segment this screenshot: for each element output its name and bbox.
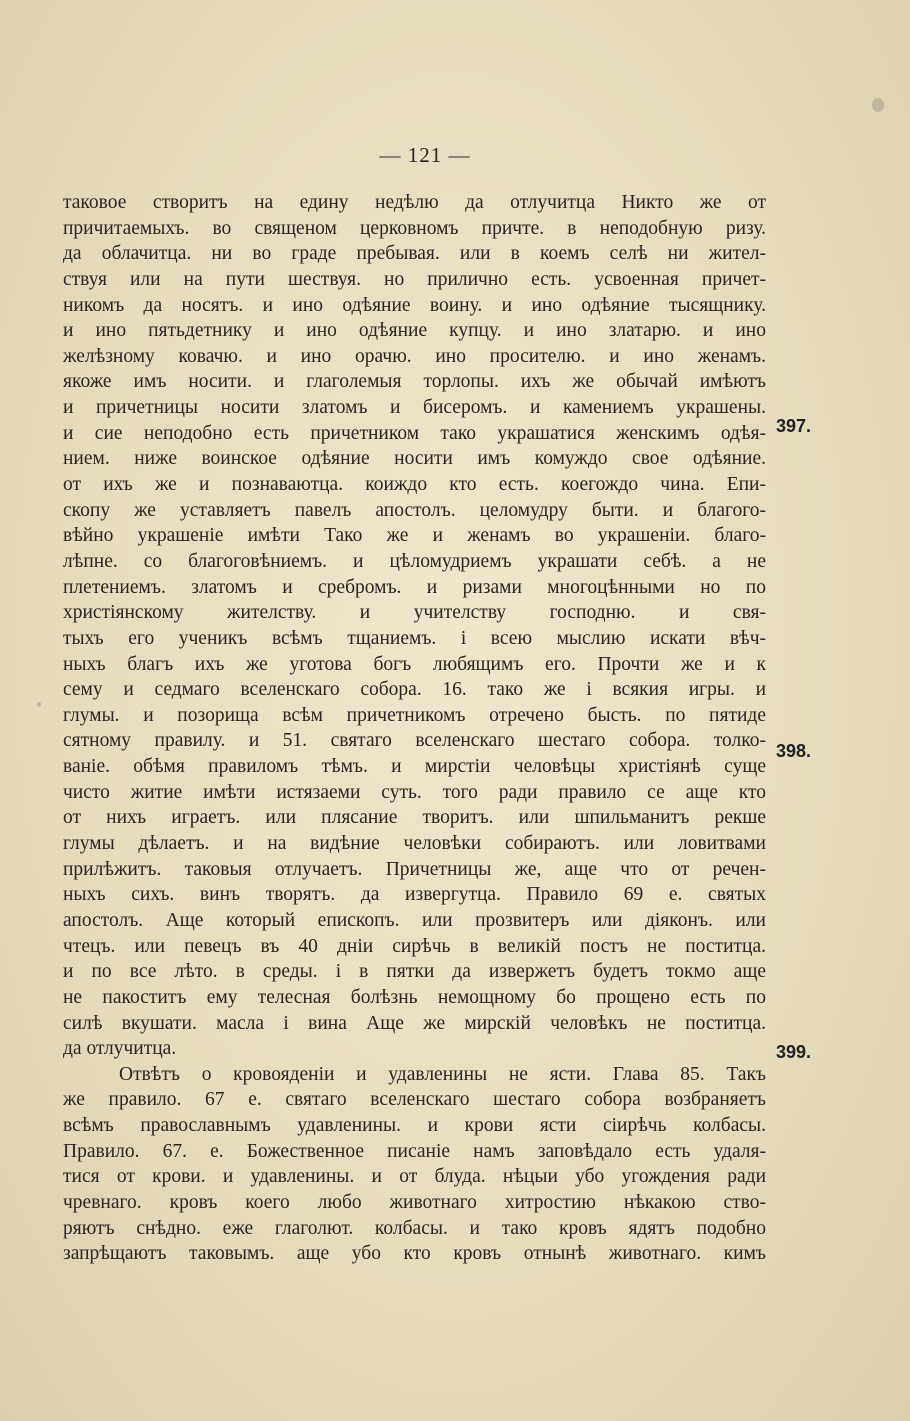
text-line: и по все лѣто. в среды. і в пятки да извержетъ будетъ токмо аще — [63, 961, 766, 983]
text-line: ряютъ снѣдно. еже глаголют. колбасы. и тако кровъ ядятъ подобно — [63, 1217, 766, 1239]
margin-note-number: 398. — [776, 741, 812, 761]
text-line: ствуя или на пути шествуя. но прилично есть. усвоенная причет- — [63, 268, 766, 290]
text-line: глумы дѣлаетъ. и на видѣние человѣки собираютъ. или ловитвами — [63, 833, 766, 855]
text-line: силѣ вкушати. масла і вина Аще же мирскій человѣкъ не поститца. — [63, 1012, 766, 1034]
text-line: причитаемыхъ. во священом церковномъ причте. в неподобную ризу. — [63, 217, 766, 239]
text-line: плетениемъ. златомъ и сребромъ. и ризами многоцѣнными но по — [63, 576, 766, 598]
text-line: никомъ да носятъ. и ино одѣяние воину. и ино одѣяние тысящнику. — [63, 294, 766, 316]
text-line: ныхъ благъ ихъ же уготова богъ любящимъ его. Прочти же и к — [63, 653, 766, 675]
text-line: нием. ниже воинское одѣяние носити имъ комуждо свое одѣяние. — [63, 448, 766, 470]
text-line: апостолъ. Аще который епископъ. или прозвитеръ или діяконъ. или — [63, 909, 766, 931]
text-line: сятному правилу. и 51. святаго вселенскаго шестаго собора. толко- — [63, 730, 766, 752]
text-line: и сие неподобно есть причетником тако украшатися женскимъ одѣя- — [63, 422, 766, 444]
text-line: от нихъ играетъ. или плясание творитъ. или шпильманитъ рекше — [63, 807, 766, 829]
text-line: чисто житие имѣти истязаеми суть. того ради правило се аще кто — [63, 781, 766, 803]
text-line: скопу же уставляетъ павелъ апостолъ. целомудру быти. и благого- — [63, 499, 766, 521]
text-line: запрѣщаютъ таковымъ. аще убо кто кровъ отнынѣ животнаго. кимъ — [63, 1243, 766, 1265]
paragraph-start-line: Отвѣтъ о кровояденіи и удавленины не ясти. Глава 85. Такъ — [119, 1063, 766, 1085]
text-line: христіянскому жителству. и учителству господню. и свя- — [63, 602, 766, 624]
text-line: глумы. и позорища всѣм причетникомъ отречено бысть. по пятиде — [63, 704, 766, 726]
text-line: да облачитца. ни во граде пребывая. или в коемъ селѣ ни жител- — [63, 243, 766, 265]
text-line: же правило. 67 е. святаго вселенскаго шестаго собора возбраняетъ — [63, 1089, 766, 1111]
text-line: желѣзному ковачю. и ино орачю. ино просителю. и ино женамъ. — [63, 345, 766, 367]
text-line: Правило. 67. е. Божественное писаніе намъ заповѣдало есть удаля- — [63, 1140, 766, 1162]
text-line: якоже имъ носити. и глаголемыя торлопы. ихъ же обычай имѣютъ — [63, 371, 766, 393]
text-line: чтецъ. или певецъ въ 40 дніи сирѣчь в великій постъ не поститца. — [63, 935, 766, 957]
margin-note-number: 399. — [776, 1042, 812, 1062]
main-text — [63, 190, 766, 1267]
text-line: ныхъ сихъ. винъ творятъ. да извергутца. Правило 69 е. святых — [63, 884, 766, 906]
paper-spot — [872, 98, 884, 112]
text-line: лѣпне. со благоговѣниемъ. и цѣломудриемъ украшати себѣ. а не — [63, 550, 766, 572]
text-line: тыхъ его ученикъ всѣмъ тщаниемъ. і всею мыслию искати вѣч- — [63, 627, 766, 649]
text-line: всѣмъ православнымъ удавленины. и крови ясти сіирѣчь колбасы. — [63, 1115, 766, 1137]
text-line: да отлучитца. — [63, 1038, 177, 1060]
text-line: чревнаго. кровъ коего любо животнаго хитростию нѣкакою ство- — [63, 1191, 766, 1213]
text-line: вѣйно украшеніе имѣти Тако же и женамъ во украшеніи. благо- — [63, 525, 766, 547]
margin-note-number: 397. — [776, 416, 812, 436]
paper-spot — [37, 702, 41, 707]
text-line: тися от крови. и удавленины. и от блуда. нѣцыи убо угождения ради — [63, 1166, 766, 1188]
text-line: и причетницы носити златомъ и бисеромъ. и камениемъ украшены. — [63, 397, 766, 419]
text-line: от ихъ же и познаваютца. коиждо кто есть. коегождо чина. Епи- — [63, 474, 766, 496]
page-number: — 121 — — [379, 143, 471, 167]
text-line: ваніе. обѣмя правиломъ тѣмъ. и мирстіи человѣцы христіянѣ суще — [63, 756, 766, 778]
text-line: прилѣжитъ. таковыя отлучаетъ. Причетницы же, аще что от речен- — [63, 858, 766, 880]
text-line: и ино пятьдетнику и ино одѣяние купцу. и ино златарю. и ино — [63, 320, 766, 342]
text-line: сему и седмаго вселенскаго собора. 16. тако же і всякия игры. и — [63, 679, 766, 701]
text-line: не пакоститъ ему телесная болѣзнь немощному бо прощено есть по — [63, 986, 766, 1008]
text-line: таковое створитъ на едину недѣлю да отлучитца Никто же от — [63, 192, 766, 213]
